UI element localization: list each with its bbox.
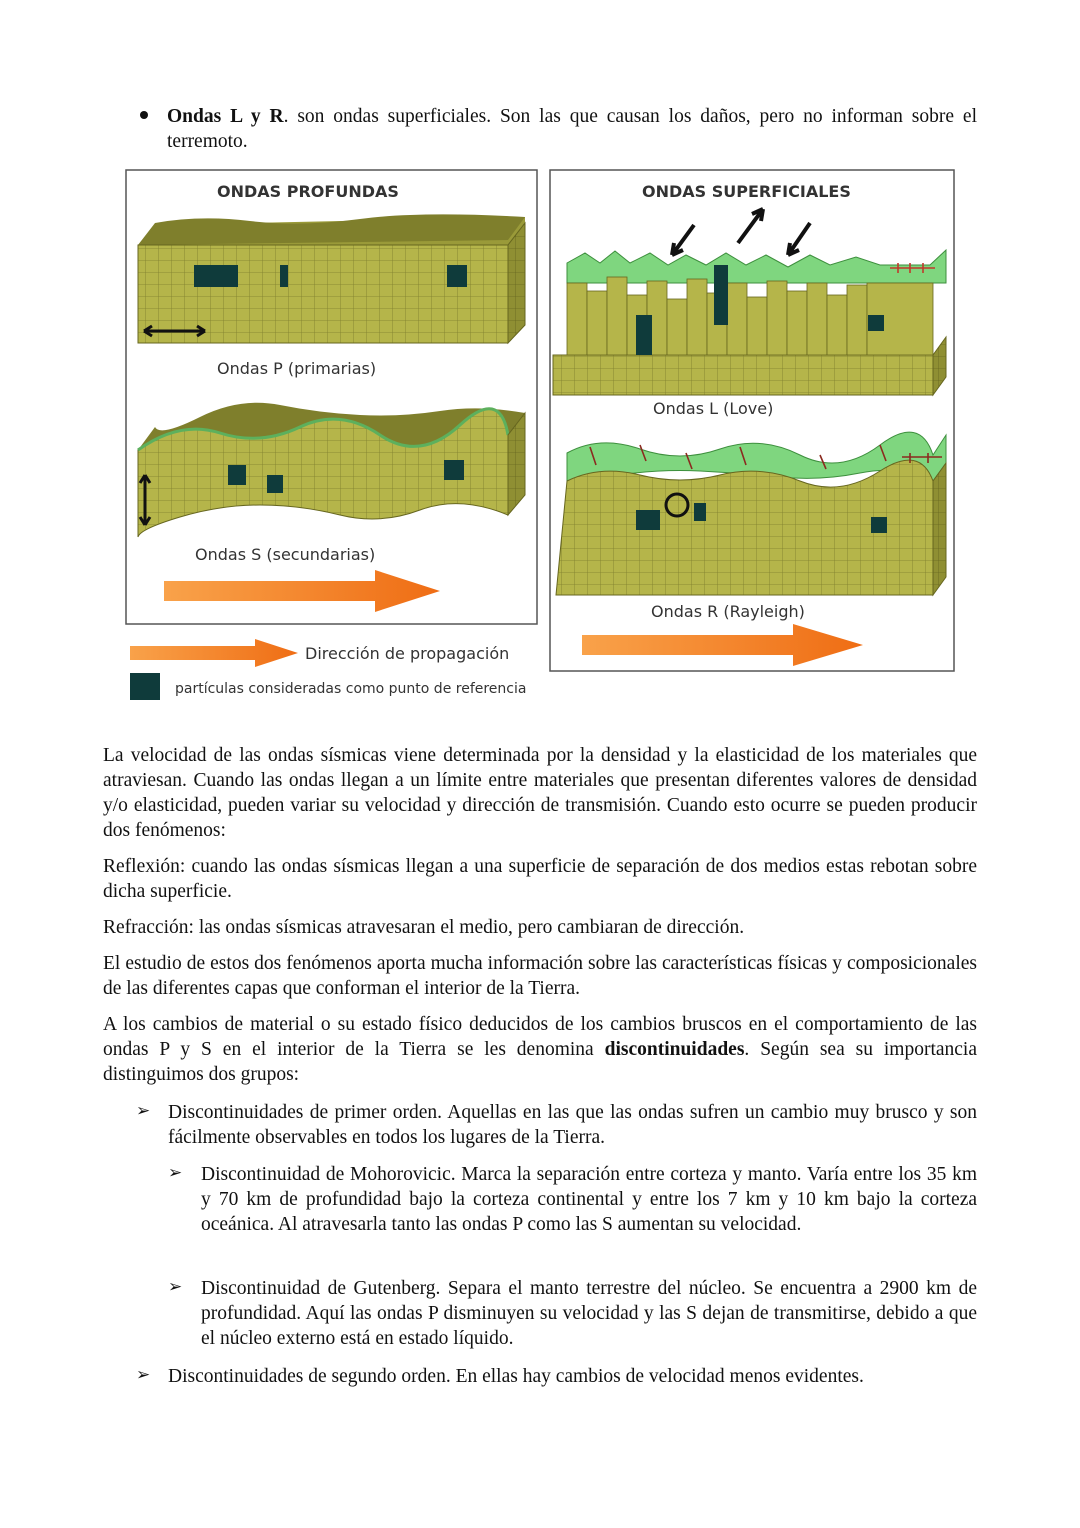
reference-particle [714, 265, 728, 325]
reference-particle [636, 510, 660, 530]
paragraph-reflexion: Reflexión: cuando las ondas sísmicas llegan a una superficie de separación de dos medios estas rebotan sobre dicha superficie. [103, 856, 977, 902]
arrow-bullet-icon: ➢ [168, 1277, 183, 1297]
deep-waves-title: ONDAS PROFUNDAS [217, 182, 399, 201]
arrow-bullet-icon: ➢ [168, 1163, 183, 1183]
intro-bullet-rest: . son ondas superficiales. Son las que causan los daños, pero no informan sobre el terremoto. [167, 106, 977, 152]
paragraph-refraccion: Refracción: las ondas sísmicas atravesaran el medio, pero cambiaran de dirección. [103, 917, 745, 938]
list-second-order: Discontinuidades de segundo orden. En ellas hay cambios de velocidad menos evidentes. [168, 1366, 864, 1387]
reference-particle [444, 460, 464, 480]
bullet-dot [140, 111, 148, 119]
love-wave-label: Ondas L (Love) [653, 399, 774, 418]
rayleigh-wave-block [556, 432, 946, 595]
intro-bullet-bold: Ondas L y R [167, 106, 284, 127]
reference-particle [267, 475, 283, 493]
list-gutenberg: Discontinuidad de Gutenberg. Separa el manto terrestre del núcleo. Se encuentra a 2900 km de profundidad. Aquí las ondas P disminuyen su velocidad y las S dejan de transmitirse, debido a que el núcleo externo está en estado líquido. [201, 1278, 977, 1349]
reference-particle [447, 265, 467, 287]
seismic-waves-figure [120, 165, 962, 710]
paragraph-estudio: El estudio de estos dos fenómenos aporta mucha información sobre las características físicas y composicionales de las diferentes capas que conforman el interior de la Tierra. [103, 953, 977, 999]
reference-particle [280, 265, 288, 287]
paragraph-velocity: La velocidad de las ondas sísmicas viene determinada por la densidad y la elasticidad de los materiales que atraviesan. Cuando las ondas llegan a un límite entre materiales que presentan diferentes valores de densidad y/o elasticidad, pueden variar su velocidad y dirección de transmisión. Cuando esto ocurre se pueden producir dos fenómenos: [103, 745, 977, 841]
reference-particle [194, 265, 238, 287]
rayleigh-wave-label: Ondas R (Rayleigh) [651, 602, 805, 621]
arrow-bullet-icon: ➢ [136, 1365, 151, 1385]
p-wave-label: Ondas P (primarias) [217, 359, 377, 378]
reference-particle [871, 517, 887, 533]
legend-direction: Dirección de propagación [305, 644, 510, 663]
reference-particle [868, 315, 884, 331]
legend-particle-swatch [130, 673, 160, 700]
p-wave-block [138, 214, 525, 343]
legend-particles: partículas consideradas como punto de referencia [175, 681, 527, 697]
surface-waves-panel [550, 170, 954, 671]
reference-particle [636, 315, 652, 355]
reference-particle [228, 465, 246, 485]
discontinuity-bold-term: discontinuidades [604, 1039, 745, 1060]
list-first-order: Discontinuidades de primer orden. Aquellas en las que las ondas sufren un cambio muy brusco y son fácilmente observables en todos los lugares de la Tierra. [168, 1102, 977, 1148]
surface-waves-title: ONDAS SUPERFICIALES [642, 182, 851, 201]
legend-arrow [130, 639, 298, 667]
discontinuity-text-after: . Según sea su importancia distinguimos dos grupos: [103, 1039, 977, 1085]
love-wave-block [553, 250, 946, 395]
intro-bullet-text [167, 104, 977, 154]
discontinuity-text-before: A los cambios de material o su estado físico deducidos de los cambios bruscos en el comportamiento de las ondas P y S en el interior de la Tierra se les denomina [103, 1014, 977, 1060]
arrow-bullet-icon: ➢ [136, 1101, 151, 1121]
reference-particle [694, 503, 706, 521]
list-mohorovicic: Discontinuidad de Mohorovicic. Marca la separación entre corteza y manto. Varía entre los 35 km y 70 km de profundidad bajo la corteza continental y entre los 7 km y 10 km bajo la corteza oceánica. Al atravesarla tanto las ondas P como las S aumentan su velocidad. [201, 1164, 977, 1235]
s-wave-label: Ondas S (secundarias) [195, 545, 376, 564]
paragraph-discontinuidades [103, 1012, 977, 1087]
